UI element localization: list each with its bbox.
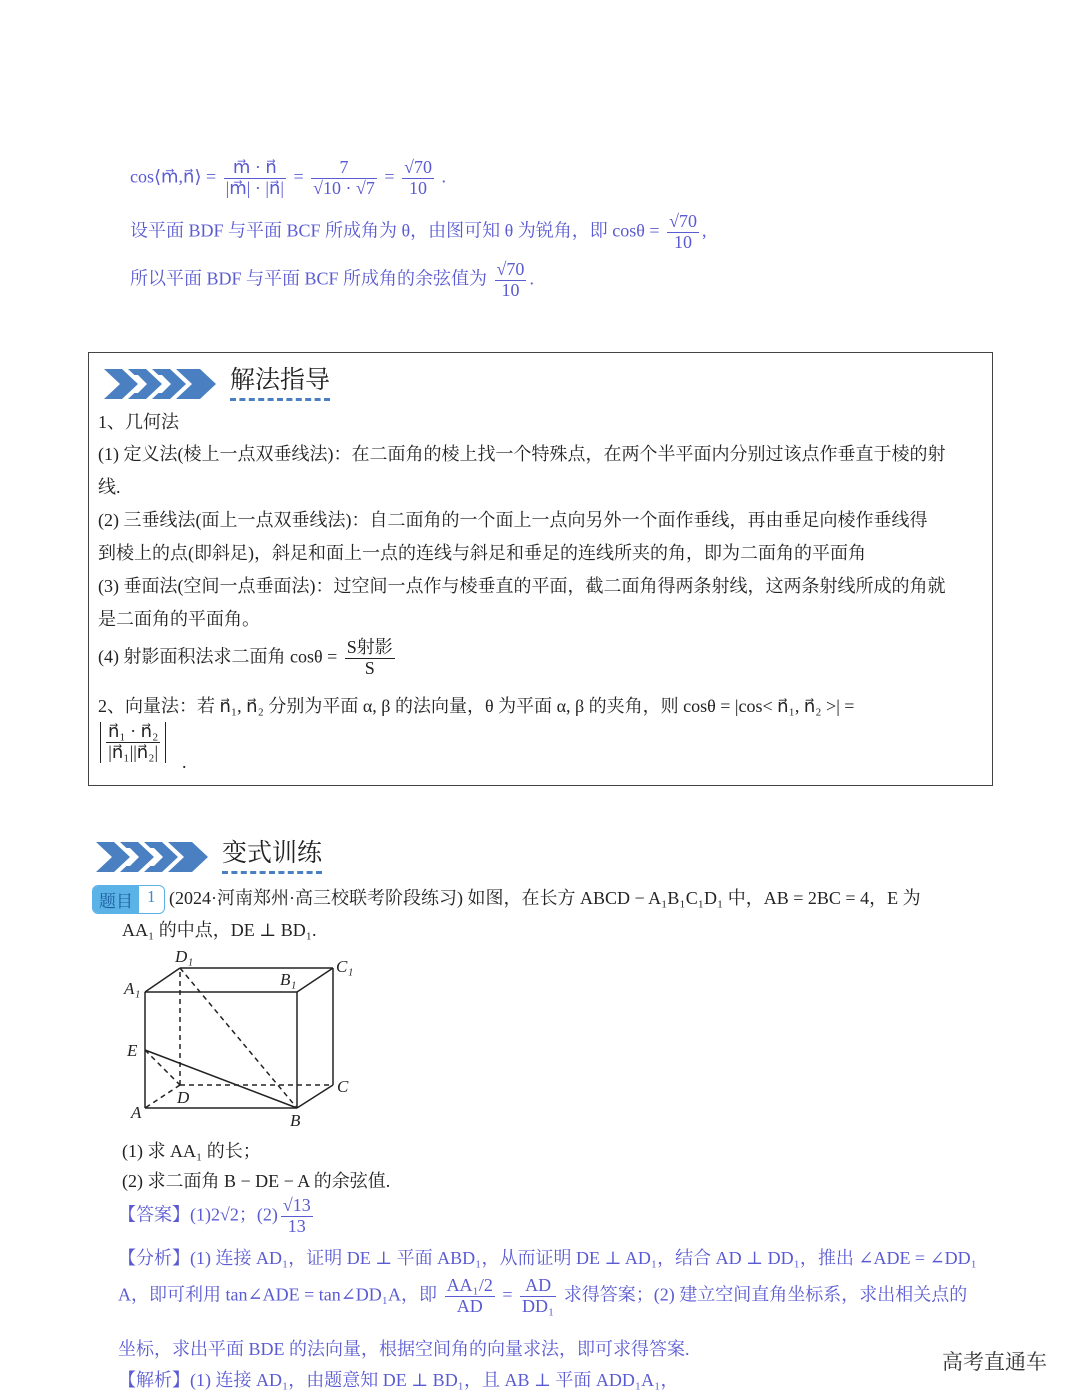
period: . [529,268,534,289]
method-guide-box [88,352,993,786]
guide-banner [104,360,330,401]
guide-text: (2) 三垂线法(面上一点双垂线法)：自二面角的一个面上一点向另外一个面作垂线，再由垂足向棱作垂线得 [98,510,928,530]
label-a: A [131,1103,142,1122]
text: 所以平面 BDF 与平面 BCF 所成角的余弦值为 [130,268,488,289]
label-a1: A₁ [124,979,141,998]
numerator: AA₁/2 [446,1275,493,1295]
guide-text: 1、几何法 [98,412,179,432]
fraction [106,722,160,763]
numerator: 7 [311,158,377,179]
analysis-text: 坐标，求出平面 BDE 的法向量，根据空间角的向量求法，即可求得答案. [118,1339,690,1359]
denominator: AD [456,1295,483,1316]
numerator: √70 [669,211,697,231]
numerator: AD [520,1276,556,1297]
fraction [667,212,699,253]
label-e: E [127,1041,138,1060]
text: A，即可利用 tan∠ADE = tan∠DD₁A，即 [118,1284,438,1305]
label-b: B [290,1111,301,1130]
denominator: |m⃗| · |n⃗| [225,177,284,198]
question-tag [92,885,165,914]
denominator: |n⃗₁||n⃗₂| [108,741,159,762]
label-d: D [177,1088,190,1107]
comma: , [701,220,707,241]
vector-formula [100,722,166,763]
sub-question: (1) 求 AA₁ 的长； [122,1141,261,1161]
text: 设平面 BDF 与平面 BCF 所成角为 θ，由图可知 θ 为锐角，即 cosθ = [130,220,660,241]
equals: = [293,166,304,187]
fraction [402,158,434,199]
watermark: 高考直通车 [942,1350,1047,1374]
fraction [495,260,527,301]
equals: = [384,166,395,187]
cuboid-diagram [120,940,380,1140]
numerator: √13 [282,1195,311,1215]
fraction [445,1276,495,1317]
answer-text: 【答案】(1)2√2；(2) [118,1204,278,1225]
chevron-arrows-icon [96,840,208,874]
denominator: DD₁ [522,1295,555,1316]
numerator: √70 [496,259,525,279]
denominator: √10 · √7 [313,177,375,198]
practice-banner [96,833,322,874]
denominator: 10 [501,279,520,300]
denominator: 10 [674,231,692,252]
answer-line [118,1196,316,1237]
analysis-text [118,1276,967,1317]
guide-text: (3) 垂面法(空间一点垂面法)：过空间一点作与棱垂直的平面，截二面角得两条射线，这两条射线所成的角就 [98,576,946,596]
section-title: 解法指导 [230,360,330,401]
numerator: √70 [404,157,432,177]
solution-line [130,212,706,253]
question-text: AA₁ 的中点，DE ⊥ BD₁. [122,920,317,940]
label-d1: D₁ [175,947,194,966]
period: . [182,752,187,772]
solution-line [130,260,534,301]
analysis-text: 【分析】(1) 连接 AD₁，证明 DE ⊥ 平面 ABD₁，从而证明 DE ⊥ AD₁，结合 AD ⊥ DD₁，推出 ∠ADE = ∠DD₁ [118,1248,977,1268]
sub-question: (2) 求二面角 B − DE − A 的余弦值. [122,1171,391,1191]
guide-text: 是二面角的平面角。 [98,609,260,629]
numerator: n⃗₁ · n⃗₂ [108,721,159,741]
formula-text: cos⟨m⃗,n⃗⟩ = [130,166,217,187]
period: . [441,166,446,187]
fraction [224,158,286,199]
fraction [520,1276,556,1317]
denominator: 10 [409,177,428,198]
text: (4) 射影面积法求二面角 cosθ = [98,646,338,667]
guide-text: (1) 定义法(棱上一点双垂线法)：在二面角的棱上找一个特殊点，在两个半平面内分别过该点作垂直于棱的射 [98,444,946,464]
label-b1: B₁ [280,970,297,989]
tag-label: 题目 [93,886,139,913]
text: 求得答案；(2) 建立空间直角坐标系，求出相关点的 [563,1284,968,1305]
section-title: 变式训练 [222,833,322,874]
question-line [92,884,921,914]
label-c1: C₁ [336,957,354,976]
fraction [281,1196,313,1237]
solution-text: 【解析】(1) 连接 AD₁，由题意知 DE ⊥ BD₁，且 AB ⊥ 平面 ADD₁A₁， [118,1370,679,1390]
numerator: S射影 [346,637,393,657]
question-text: (2024·河南郑州·高三校联考阶段练习) 如图，在长方 ABCD − A₁B₁C₁D₁ 中，AB = 2BC = 4，E 为 [169,888,921,908]
guide-text: 2、向量法：若 n⃗₁, n⃗₂ 分别为平面 α, β 的法向量，θ 为平面 α, β 的夹角，则 cosθ = |cos< n⃗₁, n⃗₂ >| = [98,696,855,716]
tag-number: 1 [147,887,156,907]
fraction [345,638,395,679]
cos-formula [130,158,446,199]
denominator: 13 [287,1215,306,1236]
fraction [311,158,377,199]
equals: = [502,1284,513,1305]
guide-text [98,638,398,679]
guide-text: 到棱上的点(即斜足)，斜足和面上一点的连线与斜足和垂足的连线所夹的角，即为二面角的平面角 [98,543,866,563]
guide-text: 线. [98,477,121,497]
label-c: C [337,1077,349,1096]
numerator: m⃗ · n⃗ [224,158,286,179]
chevron-arrows-icon [104,367,216,401]
denominator: S [364,657,375,678]
